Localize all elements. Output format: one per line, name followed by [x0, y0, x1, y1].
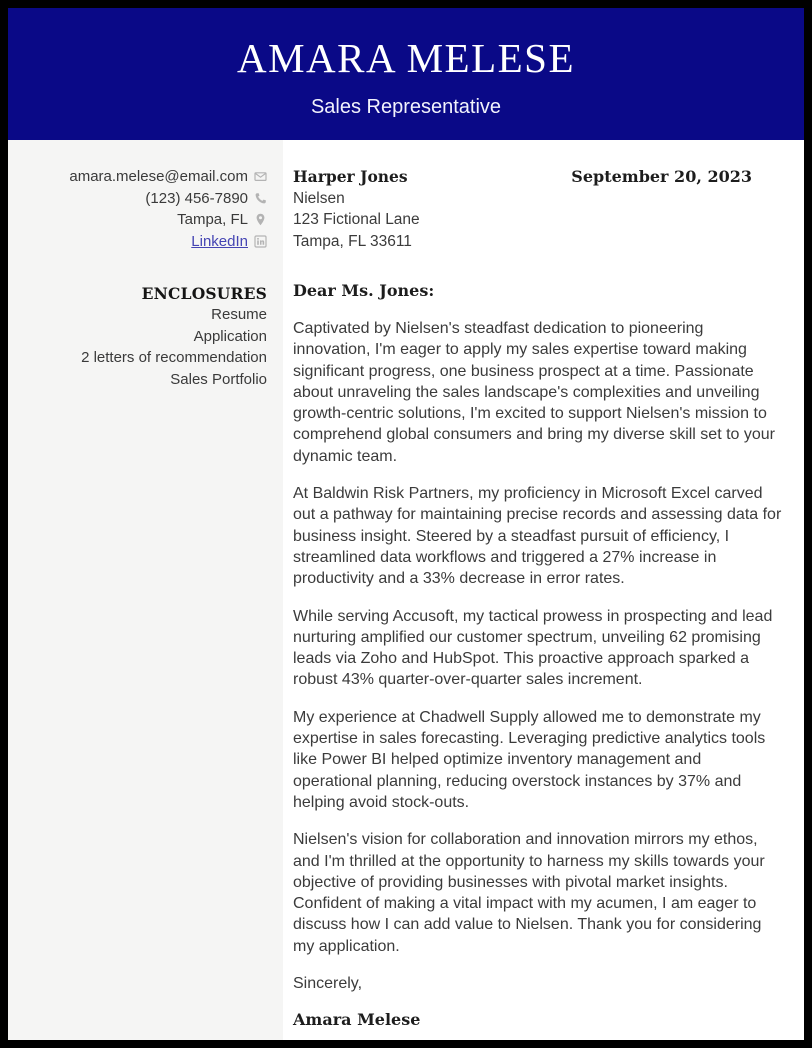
recipient-company: Nielsen — [293, 189, 345, 207]
linkedin-link[interactable]: LinkedIn — [191, 232, 248, 250]
letter-paragraph-4: My experience at Chadwell Supply allowed me to demonstrate my expertise in sales forecasting. Leveraging predictive analytics tools like Power BI helped optimize inventory management and operational planning, reducing overstock instances by 37% and helping avoid stock-outs. — [293, 708, 766, 811]
contact-email-row — [18, 166, 267, 188]
candidate-name: AMARA MELESE — [236, 34, 576, 81]
letter-document — [8, 8, 804, 1040]
letter-paragraph-2: At Baldwin Risk Partners, my proficiency in Microsoft Excel carved out a pathway for maintaining precise records and assessing data for business insight. Steered by a steadfast pursuit of efficiency, I streamlined data workflows and triggered a 27% increase in productivity and a 33% decrease in error rates. — [293, 485, 782, 588]
recipient-block — [293, 166, 420, 252]
letter-paragraph-3: While serving Accusoft, my tactical prowess in prospecting and lead nurturing amplified our customer spectrum, unveiling 62 promising leads via Zoho and HubSpot. This proactive approach sparked a robust 43% quarter-over-quarter sales increment. — [293, 607, 773, 689]
contact-linkedin-row — [18, 231, 267, 253]
contact-location-row — [18, 209, 267, 231]
salutation: Dear Ms. Jones: — [293, 281, 435, 300]
recipient-date-row — [293, 166, 782, 252]
letter-date: September 20, 2023 — [571, 167, 752, 186]
phone-icon — [254, 192, 267, 205]
candidate-job-title: Sales Representative — [310, 95, 502, 118]
enclosures-heading: ENCLOSURES — [141, 284, 267, 303]
location-pin-icon — [254, 213, 267, 226]
email-icon — [254, 170, 267, 183]
recipient-name: Harper Jones — [293, 167, 408, 186]
signature-name: Amara Melese — [293, 1010, 421, 1030]
recipient-street: 123 Fictional Lane — [293, 211, 420, 228]
recipient-city: Tampa, FL 33611 — [293, 232, 412, 250]
enclosure-item-portfolio: Sales Portfolio — [170, 370, 267, 388]
contact-sidebar — [8, 140, 283, 1040]
enclosure-item-recommendations: 2 letters of recommendation — [81, 349, 267, 366]
contact-phone-row — [18, 188, 267, 210]
letter-body-columns — [8, 140, 804, 1040]
linkedin-icon — [254, 235, 267, 248]
phone-value: (123) 456-7890 — [145, 189, 248, 207]
location-value: Tampa, FL — [177, 211, 248, 228]
closing: Sincerely, — [293, 975, 363, 993]
enclosure-item-resume: Resume — [211, 306, 267, 323]
letter-main-column — [283, 140, 804, 1040]
letter-paragraph-5: Nielsen's vision for collaboration and innovation mirrors my ethos, and I'm thrilled at the opportunity to harness my skills towards your objective of providing businesses with pivotal market insights. Confident of making a vital impact with my acumen, I am eager to discuss how I can add value to Nielsen. Thank you for considering my application. — [293, 831, 765, 955]
letter-header — [8, 8, 804, 140]
letter-paragraph-1: Captivated by Nielsen's steadfast dedication to pioneering innovation, I'm eager to apply my sales expertise toward making significant progress, one business prospect at a time. Passionate about unraveling the sales landscape's complexities and unveiling growth-centric solutions, I'm excited to support Nielsen's mission to comprehend global consumers and bring my diverse skill set to your dynamic team. — [293, 320, 776, 465]
email-value: amara.melese@email.com — [69, 168, 248, 185]
enclosure-item-application: Application — [193, 327, 267, 345]
